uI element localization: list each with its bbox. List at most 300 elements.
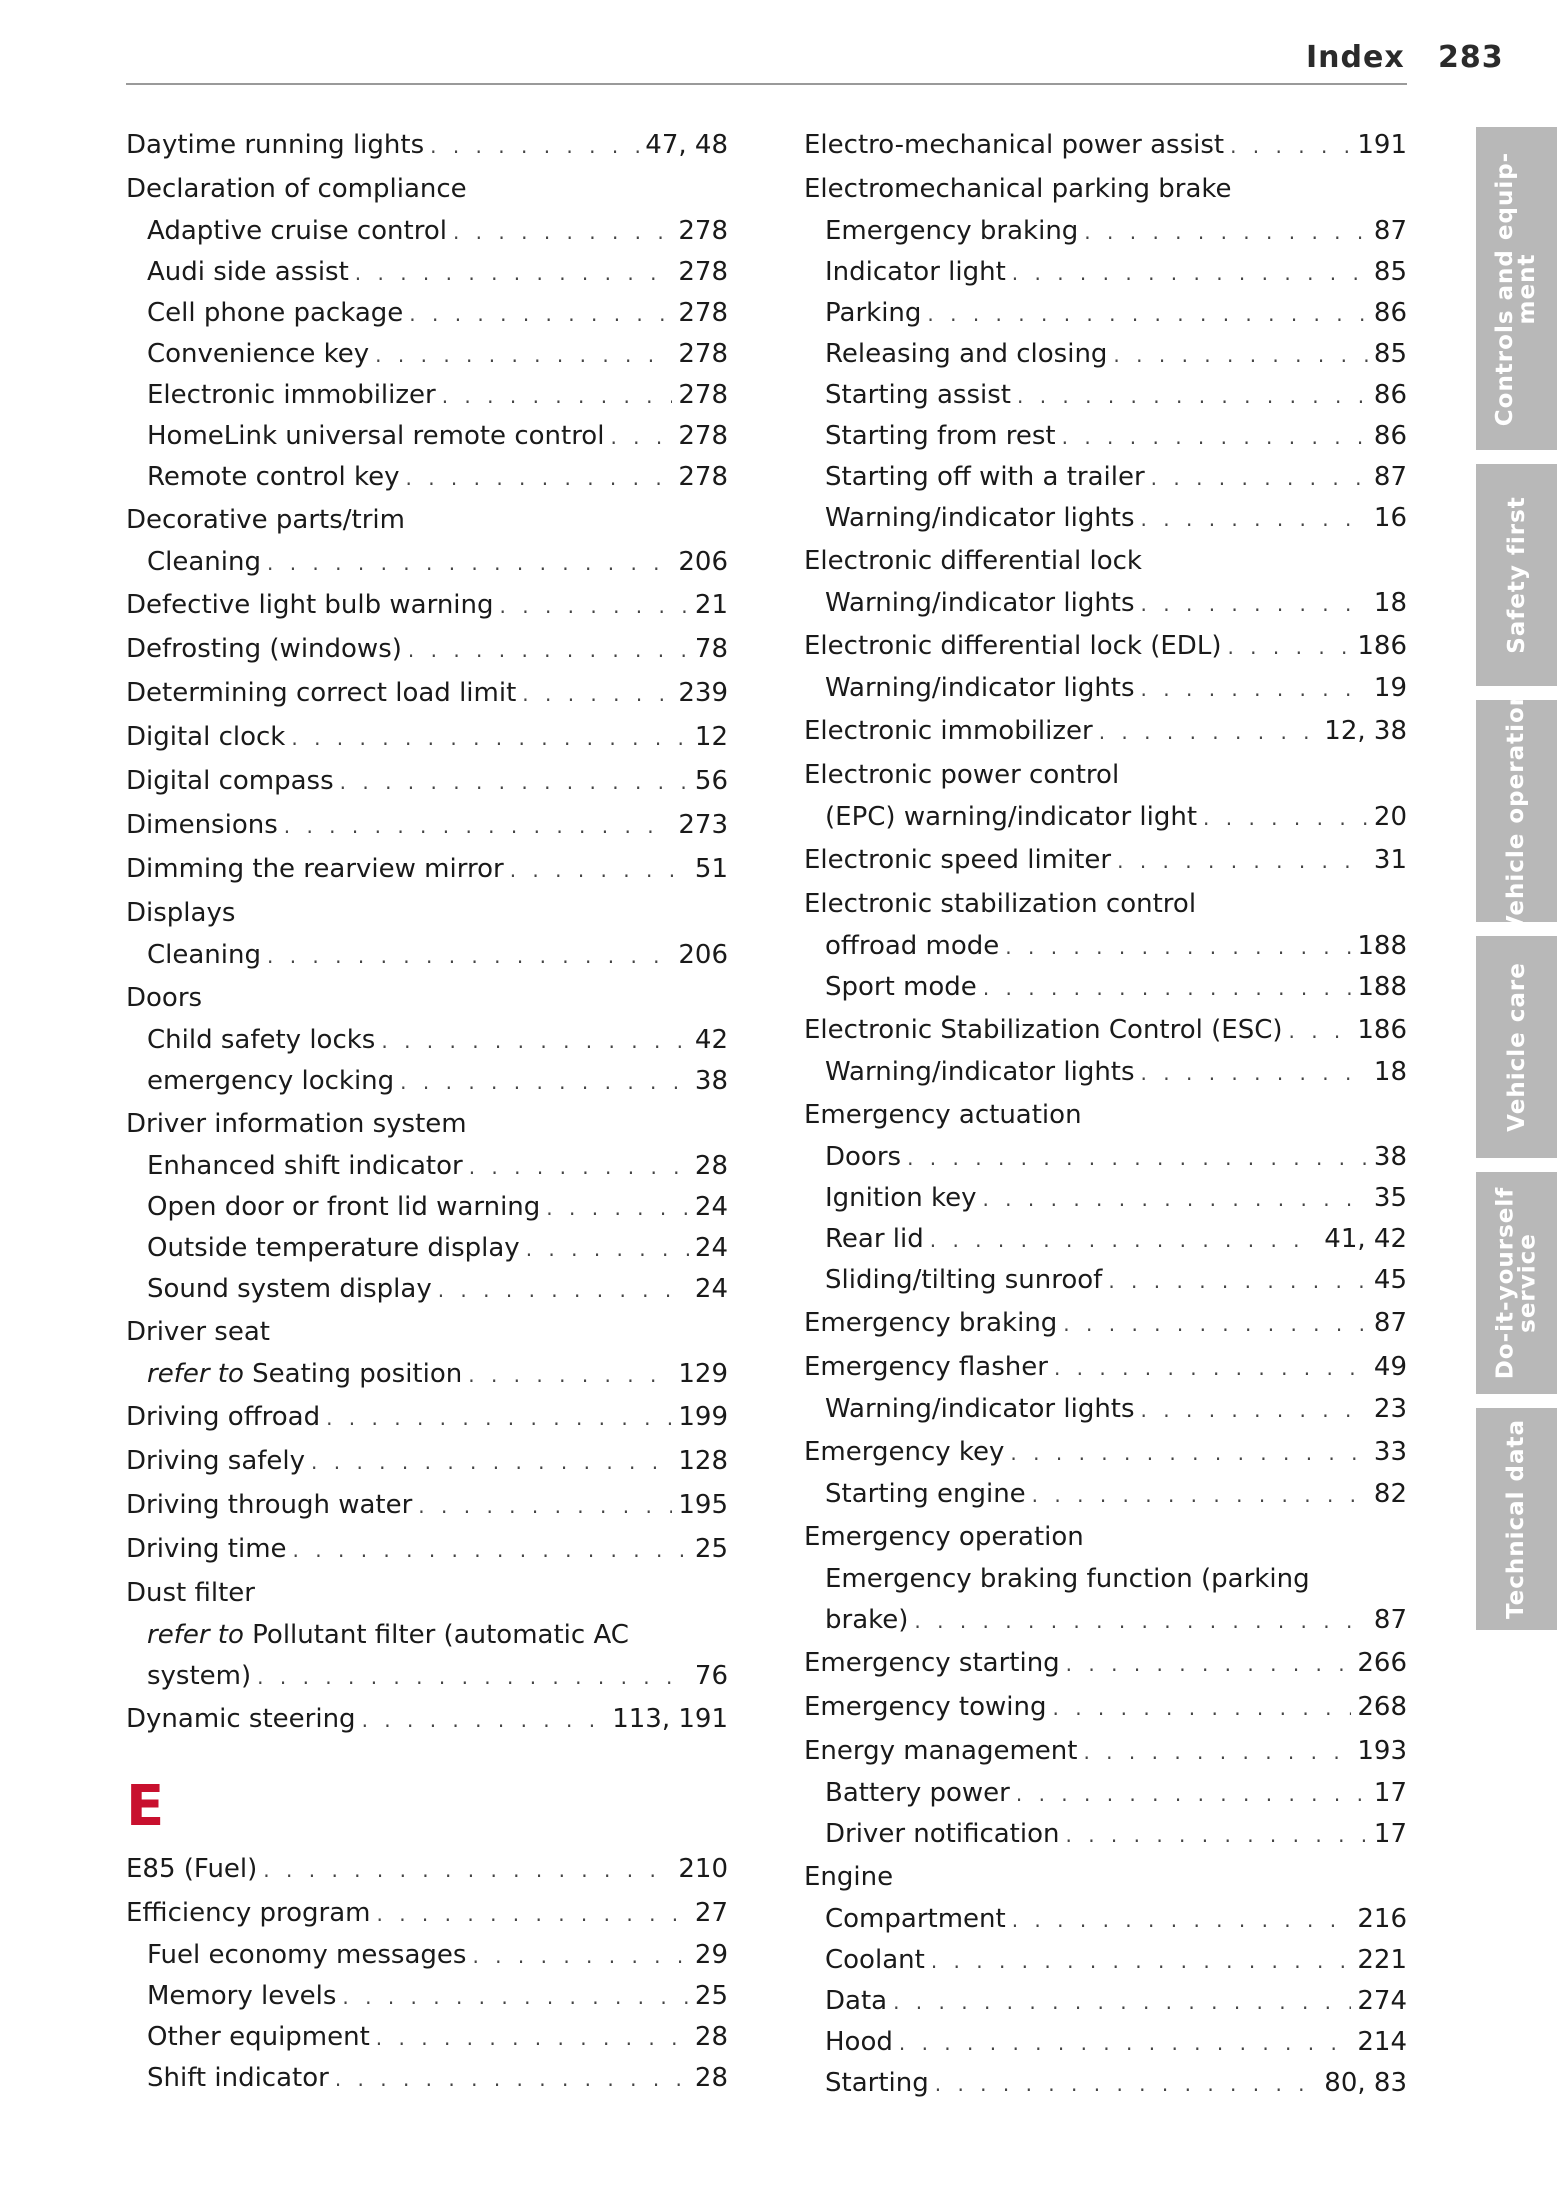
index-term-text: Emergency braking function (parking (825, 1564, 1310, 1594)
index-entry (126, 1847, 728, 1891)
dot-leader (935, 2064, 1319, 2105)
dot-leader (442, 376, 673, 417)
page-reference[interactable]: 17 (1373, 1778, 1407, 1808)
page-reference[interactable]: 191 (1357, 130, 1407, 160)
dot-leader (1054, 1346, 1368, 1390)
page-reference[interactable]: 129 (678, 1359, 728, 1389)
page-reference[interactable]: 273 (678, 810, 728, 840)
index-entry (804, 1515, 1407, 1559)
index-entry (804, 1430, 1407, 1474)
index-entry (126, 759, 728, 803)
index-entry (126, 1483, 728, 1527)
dot-leader (1017, 376, 1368, 417)
index-entry (804, 1093, 1407, 1137)
dot-leader (1062, 417, 1368, 458)
index-term (825, 1137, 901, 1178)
dot-leader (1203, 798, 1368, 839)
index-entry (804, 1899, 1407, 1940)
index-entry (804, 123, 1407, 167)
tab-vehicle-care[interactable] (1476, 936, 1557, 1158)
index-term-text: Emergency starting (804, 1648, 1060, 1678)
index-entry (126, 416, 728, 457)
page-reference[interactable]: 278 (678, 339, 728, 369)
cross-reference-prefix: refer to (147, 1620, 244, 1650)
index-term (126, 671, 516, 715)
page-reference[interactable]: 278 (678, 257, 728, 287)
page-reference[interactable]: 239 (678, 678, 728, 708)
index-term (147, 1146, 463, 1187)
page-reference[interactable]: 45 (1373, 1265, 1407, 1295)
index-term-text: Emergency key (804, 1437, 1005, 1467)
index-term (147, 457, 399, 498)
page-reference[interactable]: 195 (678, 1490, 728, 1520)
index-term-text: Efficiency program (126, 1898, 371, 1928)
dot-leader (340, 760, 689, 804)
dot-leader (510, 848, 689, 892)
index-term-text: Driving time (126, 1534, 287, 1564)
index-entry (126, 1310, 728, 1354)
index-entry (804, 1600, 1407, 1641)
page-reference[interactable]: 186 (1357, 1015, 1407, 1045)
index-term-text: Emergency braking (804, 1308, 1058, 1338)
index-term (825, 457, 1145, 498)
index-term (126, 1102, 467, 1146)
index-term-text: Electronic immobilizer (804, 716, 1093, 746)
page-reference[interactable]: 12, 38 (1324, 716, 1407, 746)
index-term (804, 1093, 1082, 1137)
page-reference[interactable]: 76 (694, 1661, 728, 1691)
page-reference[interactable]: 18 (1373, 1057, 1407, 1087)
dot-leader (377, 1892, 689, 1936)
index-entry (126, 123, 728, 167)
page-reference[interactable]: 25 (694, 1981, 728, 2011)
dot-leader (291, 716, 689, 760)
index-term-text: Emergency actuation (804, 1100, 1082, 1130)
index-entry (126, 583, 728, 627)
page-reference[interactable]: 24 (694, 1274, 728, 1304)
page-reference[interactable]: 49 (1373, 1352, 1407, 1382)
index-term (825, 1474, 1026, 1515)
page-reference[interactable]: 278 (678, 380, 728, 410)
page-reference[interactable]: 38 (694, 1066, 728, 1096)
dot-leader (893, 1982, 1351, 2023)
index-term-text: Fuel economy messages (147, 1940, 467, 1970)
index-term-text: Digital clock (126, 722, 286, 752)
index-entry (804, 457, 1407, 498)
index-term (126, 1310, 270, 1354)
index-term-text: Driving safely (126, 1446, 306, 1476)
index-term (804, 709, 1093, 753)
tab-vehicle-operation[interactable] (1476, 688, 1557, 934)
index-term-text: Electro-mechanical power assist (804, 130, 1225, 160)
index-term (126, 847, 504, 891)
index-term (804, 1855, 893, 1899)
index-term-text: Cleaning (147, 547, 261, 577)
page-reference[interactable]: 206 (678, 940, 728, 970)
index-entry (126, 1615, 728, 1656)
index-entry (126, 211, 728, 252)
index-entry (126, 542, 728, 583)
dot-leader (326, 1396, 672, 1440)
index-term-text: Remote control key (147, 462, 400, 492)
index-entry (804, 1559, 1407, 1600)
page-reference[interactable]: 278 (678, 421, 728, 451)
dot-leader (500, 584, 689, 628)
page-reference[interactable]: 19 (1373, 673, 1407, 703)
dot-leader (293, 1528, 689, 1572)
index-term (804, 167, 1232, 211)
index-list-e (126, 1847, 728, 2099)
page-number: 283 (1438, 40, 1504, 75)
page-reference[interactable]: 20 (1373, 802, 1407, 832)
page-reference[interactable]: 16 (1373, 503, 1407, 533)
dot-leader (355, 253, 673, 294)
index-entry (126, 1354, 728, 1395)
index-term-text: Emergency towing (804, 1692, 1047, 1722)
page-reference[interactable]: 214 (1357, 2027, 1407, 2057)
dot-leader (546, 1188, 689, 1229)
dot-leader (335, 2059, 689, 2100)
index-entry (804, 838, 1407, 882)
index-term (126, 498, 405, 542)
index-entry (804, 375, 1407, 416)
page-reference[interactable]: 87 (1373, 1605, 1407, 1635)
page-reference[interactable]: 28 (694, 2022, 728, 2052)
index-entry (804, 1773, 1407, 1814)
page-reference[interactable]: 128 (678, 1446, 728, 1476)
index-term (147, 1187, 540, 1228)
tab-label: Technical data (1503, 1418, 1530, 1620)
page-reference[interactable]: 51 (694, 854, 728, 884)
index-term-text: Electronic differential lock (804, 546, 1142, 576)
index-list-d (126, 123, 728, 1741)
index-term-text: Data (825, 1986, 888, 2016)
index-term (825, 1559, 1310, 1600)
page-reference[interactable]: 29 (694, 1940, 728, 1970)
index-term-text: HomeLink universal remote control (147, 421, 605, 451)
index-entry (804, 967, 1407, 1008)
index-term-text: offroad mode (825, 931, 1000, 961)
index-entry (804, 797, 1407, 838)
page-reference[interactable]: 41, 42 (1324, 1224, 1407, 1254)
dot-leader (1063, 1302, 1368, 1346)
dot-leader (610, 417, 672, 458)
index-term (804, 1301, 1057, 1345)
page-reference[interactable]: 193 (1357, 1736, 1407, 1766)
index-term (126, 1439, 305, 1483)
section-title: Index (1306, 40, 1405, 75)
page-reference[interactable]: 28 (694, 1151, 728, 1181)
index-term (804, 1430, 1004, 1474)
index-term-text: Indicator light (825, 257, 1006, 287)
index-entry (804, 416, 1407, 457)
index-entry (804, 167, 1407, 211)
index-term-text: Warning/indicator lights (825, 1394, 1135, 1424)
index-column-right (804, 123, 1407, 2104)
index-entry (804, 1940, 1407, 1981)
index-entry (126, 252, 728, 293)
index-entry (126, 457, 728, 498)
page-reference[interactable]: 56 (694, 766, 728, 796)
index-entry (126, 1187, 728, 1228)
index-term (126, 715, 285, 759)
index-entry (804, 1008, 1407, 1052)
page-reference[interactable]: 24 (694, 1233, 728, 1263)
index-term-text: Memory levels (147, 1981, 337, 2011)
index-entry (126, 935, 728, 976)
index-term (147, 2058, 329, 2099)
index-term-text: Emergency braking (825, 216, 1079, 246)
index-term (804, 1685, 1046, 1729)
index-entry (804, 539, 1407, 583)
dot-leader (267, 936, 672, 977)
index-term (126, 1697, 356, 1741)
index-entry (126, 1571, 728, 1615)
index-term-text: Electronic power control (804, 760, 1120, 790)
index-term (147, 1228, 520, 1269)
header-divider (126, 83, 1407, 85)
dot-leader (1066, 1642, 1352, 1686)
tab-technical-data[interactable] (1476, 1408, 1557, 1630)
index-term (147, 293, 403, 334)
page-reference[interactable]: 87 (1373, 1308, 1407, 1338)
index-term-text: Electronic stabilization control (804, 889, 1197, 919)
dot-leader (472, 1936, 688, 1977)
page-reference[interactable]: 113, 191 (612, 1704, 728, 1734)
index-term (825, 375, 1011, 416)
index-term-text: Outside temperature display (147, 1233, 520, 1263)
page-reference[interactable]: 33 (1373, 1437, 1407, 1467)
page-reference[interactable]: 87 (1373, 462, 1407, 492)
index-entry (126, 671, 728, 715)
dot-leader (438, 1270, 689, 1311)
page-reference[interactable]: 25 (694, 1534, 728, 1564)
page-reference[interactable]: 216 (1357, 1904, 1407, 1934)
index-term (825, 498, 1135, 539)
index-entry (804, 624, 1407, 668)
page-reference[interactable]: 186 (1357, 631, 1407, 661)
index-term (126, 167, 467, 211)
index-term-text: Dust filter (126, 1578, 255, 1608)
index-term-text: system) (147, 1661, 252, 1691)
page-reference[interactable]: 278 (678, 462, 728, 492)
index-term (147, 1354, 462, 1395)
page-reference[interactable]: 86 (1373, 298, 1407, 328)
index-term-text: Electronic immobilizer (147, 380, 436, 410)
index-entry (804, 583, 1407, 624)
index-term-text: Warning/indicator lights (825, 588, 1135, 618)
index-term-text: Defrosting (windows) (126, 634, 402, 664)
dot-leader (1141, 1390, 1368, 1431)
index-term (825, 668, 1135, 709)
dot-leader (418, 1484, 672, 1528)
index-term (126, 627, 402, 671)
index-term (825, 1814, 1059, 1855)
index-term (126, 891, 235, 935)
page-reference[interactable]: 82 (1373, 1479, 1407, 1509)
index-term-text: Emergency operation (804, 1522, 1084, 1552)
dot-leader (1113, 335, 1367, 376)
page-reference[interactable]: 18 (1373, 588, 1407, 618)
page-reference[interactable]: 274 (1357, 1986, 1407, 2016)
index-entry (804, 1474, 1407, 1515)
index-list-e-continued (804, 123, 1407, 2104)
index-term (147, 2017, 370, 2058)
index-term (126, 759, 334, 803)
index-term-text: Doors (126, 983, 203, 1013)
page-reference[interactable]: 221 (1357, 1945, 1407, 1975)
tab-do-it-yourself-service[interactable] (1476, 1172, 1557, 1394)
index-term (804, 838, 1111, 882)
index-term-text: Driver seat (126, 1317, 270, 1347)
index-term-text: Audi side assist (147, 257, 349, 287)
index-term (825, 252, 1006, 293)
page-reference[interactable]: 35 (1373, 1183, 1407, 1213)
index-term-text: Coolant (825, 1945, 925, 1975)
index-term (147, 1061, 394, 1102)
index-term-text: Parking (825, 298, 922, 328)
page-reference[interactable]: 38 (1373, 1142, 1407, 1172)
index-column-left (126, 123, 728, 2099)
index-entry (126, 1976, 728, 2017)
index-term (126, 1483, 412, 1527)
page-reference[interactable]: 210 (678, 1854, 728, 1884)
index-term-text: Electronic speed limiter (804, 845, 1112, 875)
dot-leader (1083, 1730, 1351, 1774)
page-reference[interactable]: 12 (694, 722, 728, 752)
index-term-text: Declaration of compliance (126, 174, 467, 204)
index-entry (804, 1052, 1407, 1093)
page-reference[interactable]: 86 (1373, 380, 1407, 410)
page-reference[interactable]: 87 (1373, 216, 1407, 246)
index-term-text: Cell phone package (147, 298, 404, 328)
page-reference[interactable]: 86 (1373, 421, 1407, 451)
dot-leader (931, 1941, 1352, 1982)
index-entry (126, 1527, 728, 1571)
index-entry (804, 926, 1407, 967)
tab-label: Safety first (1503, 496, 1530, 654)
page-reference[interactable]: 28 (694, 2063, 728, 2093)
index-entry (126, 715, 728, 759)
index-term-text: Electromechanical parking brake (804, 174, 1232, 204)
index-term (126, 803, 278, 847)
index-entry (126, 1697, 728, 1741)
dot-leader (1032, 1475, 1368, 1516)
index-term-text: Starting engine (825, 1479, 1026, 1509)
dot-leader (267, 543, 672, 584)
tab-safety-first[interactable] (1476, 464, 1557, 686)
tab-controls-and-equipment[interactable] (1476, 127, 1557, 450)
page-reference[interactable]: 47, 48 (645, 130, 728, 160)
index-entry (126, 2017, 728, 2058)
dot-leader (1010, 1431, 1367, 1475)
index-term (825, 2063, 929, 2104)
index-entry (126, 1146, 728, 1187)
page-reference[interactable]: 278 (678, 298, 728, 328)
index-term (804, 123, 1224, 167)
cross-reference-prefix: refer to (147, 1359, 244, 1389)
index-entry (804, 2063, 1407, 2104)
index-term-text: Convenience key (147, 339, 370, 369)
index-entry (126, 2058, 728, 2099)
index-entry (804, 293, 1407, 334)
index-term (825, 797, 1197, 838)
index-term-text: emergency locking (147, 1066, 395, 1096)
index-term (825, 1219, 924, 1260)
page-reference[interactable]: 199 (678, 1402, 728, 1432)
index-entry (804, 709, 1407, 753)
page-reference[interactable]: 78 (694, 634, 728, 664)
page-reference[interactable]: 206 (678, 547, 728, 577)
index-term-text: Dimming the rearview mirror (126, 854, 504, 884)
dot-leader (1099, 710, 1319, 754)
page-reference[interactable]: 23 (1373, 1394, 1407, 1424)
index-term (147, 375, 436, 416)
index-term (147, 542, 261, 583)
index-term (825, 583, 1135, 624)
dot-leader (1289, 1009, 1352, 1053)
index-term (825, 1899, 1006, 1940)
index-term (825, 926, 999, 967)
index-entry (804, 1389, 1407, 1430)
page-reference[interactable]: 188 (1357, 931, 1407, 961)
index-term-text: Cleaning (147, 940, 261, 970)
dot-leader (376, 2018, 689, 2059)
page-reference[interactable]: 85 (1373, 257, 1407, 287)
dot-leader (468, 1355, 672, 1396)
index-term-text: Warning/indicator lights (825, 503, 1135, 533)
index-term (804, 1729, 1077, 1773)
index-entry (126, 803, 728, 847)
dot-leader (1065, 1815, 1367, 1856)
dot-leader (907, 1138, 1368, 1179)
page-reference[interactable]: 188 (1357, 972, 1407, 1002)
index-entry (804, 1685, 1407, 1729)
page-reference[interactable]: 31 (1373, 845, 1407, 875)
page-reference[interactable]: 85 (1373, 339, 1407, 369)
index-term (147, 1020, 375, 1061)
index-entry (126, 1269, 728, 1310)
dot-leader (381, 1021, 689, 1062)
index-term-text: Digital compass (126, 766, 334, 796)
index-term (825, 1260, 1102, 1301)
page-reference[interactable]: 27 (694, 1898, 728, 1928)
page-reference[interactable]: 21 (694, 590, 728, 620)
index-term-text: Dimensions (126, 810, 278, 840)
page-reference[interactable]: 278 (678, 216, 728, 246)
dot-leader (257, 1657, 689, 1698)
page-reference[interactable]: 80, 83 (1324, 2068, 1407, 2098)
page-reference[interactable]: 24 (694, 1192, 728, 1222)
index-term (825, 967, 977, 1008)
index-term-text: Determining correct load limit (126, 678, 517, 708)
dot-leader (409, 294, 672, 335)
page-reference[interactable]: 17 (1373, 1819, 1407, 1849)
page-reference[interactable]: 266 (1357, 1648, 1407, 1678)
index-term (147, 935, 261, 976)
index-term-text: Starting assist (825, 380, 1011, 410)
index-entry (126, 1061, 728, 1102)
index-term (825, 1981, 887, 2022)
index-term (126, 1527, 287, 1571)
index-entry (804, 1178, 1407, 1219)
index-entry (126, 1656, 728, 1697)
page-reference[interactable]: 268 (1357, 1692, 1407, 1722)
index-term (147, 252, 349, 293)
index-term (825, 1940, 925, 1981)
dot-leader (914, 1601, 1368, 1642)
page-reference[interactable]: 42 (694, 1025, 728, 1055)
